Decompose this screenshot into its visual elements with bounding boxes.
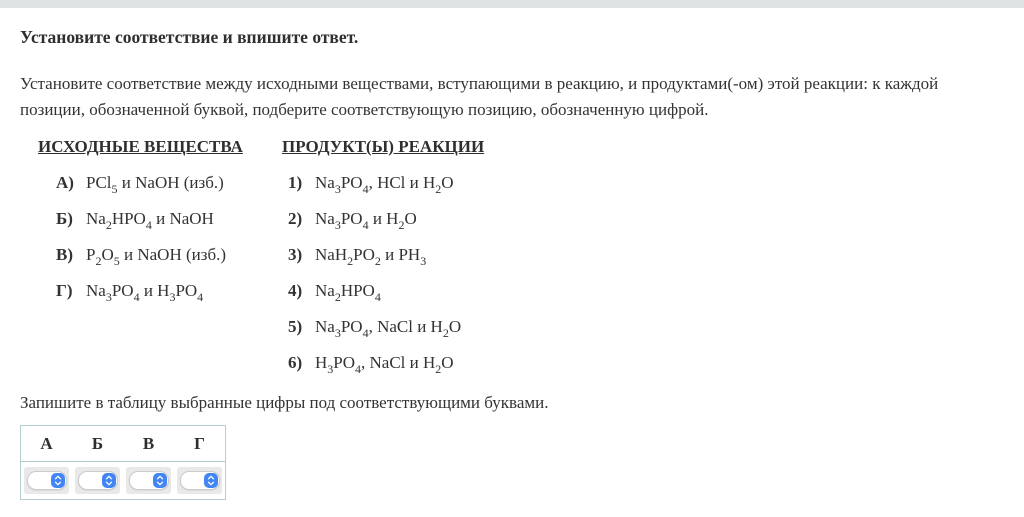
product-item-6 <box>282 353 484 377</box>
product-item-3 <box>282 245 484 269</box>
item-number: 4) <box>288 281 303 300</box>
item-formula: $NaH_2PO_2$ и $PH_3$ <box>315 245 427 269</box>
answer-table-selects-row <box>21 462 225 499</box>
product-item-2 <box>282 209 484 233</box>
page-title: Установите соответствие и впишите ответ. <box>20 27 359 47</box>
answer-cell-g <box>174 462 225 499</box>
answer-column-header-g: Г <box>194 433 205 453</box>
item-formula: $P_2O_5$ и NaOH (изб.) <box>86 245 227 269</box>
reactant-item-b <box>38 209 282 233</box>
left-column-header: ИСХОДНЫЕ ВЕЩЕСТВА <box>38 137 243 156</box>
select-stepper-icon <box>51 473 65 488</box>
item-letter: В) <box>56 245 73 264</box>
write-instruction: Запишите в таблицу выбранные цифры под соответствующими буквами. <box>20 393 549 412</box>
item-formula: $Na_3PO_4$, HCl и $H_2O$ <box>315 173 454 197</box>
answer-select-v[interactable] <box>129 471 169 490</box>
right-column-header: ПРОДУКТ(Ы) РЕАКЦИИ <box>282 137 485 156</box>
item-formula: $Na_2HPO_4$ и NaOH <box>86 209 214 233</box>
item-formula: $H_3PO_4$, NaCl и $H_2O$ <box>315 353 454 377</box>
question-content <box>0 27 1024 500</box>
answer-column-header-b: Б <box>91 433 104 453</box>
item-formula: $Na_3PO_4$ и $H_3PO_4$ <box>86 281 204 305</box>
reactant-item-g <box>38 281 282 305</box>
answer-cell-v <box>123 462 174 499</box>
item-formula: $Na_2HPO_4$ <box>315 281 381 305</box>
item-number: 1) <box>288 173 303 192</box>
select-wrap <box>24 467 69 494</box>
answer-table <box>20 425 226 500</box>
item-letter: А) <box>56 173 74 192</box>
task-instructions: Установите соответствие между исходными веществами, вступающими в реакцию, и продуктами(-ом) этой реакции: к каждой позиции, обозначенной буквой, подберите соответствующую позицию, обозначенную цифрой. <box>20 74 939 119</box>
item-number: 6) <box>288 353 303 372</box>
item-formula: $Na_3PO_4$, NaCl и $H_2O$ <box>315 317 462 341</box>
item-formula: PCl$_5$ и NaOH (изб.) <box>86 173 224 197</box>
select-stepper-icon <box>204 473 218 488</box>
select-wrap <box>126 467 171 494</box>
select-stepper-icon <box>153 473 167 488</box>
answer-column-header-a: А <box>40 433 53 453</box>
item-number: 5) <box>288 317 303 336</box>
reactant-item-v <box>38 245 282 269</box>
product-item-4 <box>282 281 484 305</box>
select-wrap <box>177 467 222 494</box>
answer-cell-b <box>72 462 123 499</box>
product-item-5 <box>282 317 484 341</box>
item-letter: Б) <box>56 209 73 228</box>
select-wrap <box>75 467 120 494</box>
item-formula: $Na_3PO_4$ и $H_2O$ <box>315 209 417 233</box>
answer-table-header <box>21 426 225 462</box>
matching-columns <box>38 129 484 381</box>
answer-cell-a <box>21 462 72 499</box>
answer-select-b[interactable] <box>78 471 118 490</box>
product-item-1 <box>282 173 484 197</box>
answer-select-a[interactable] <box>27 471 67 490</box>
select-stepper-icon <box>102 473 116 488</box>
reactant-item-a <box>38 173 282 197</box>
item-number: 2) <box>288 209 303 228</box>
item-letter: Г) <box>56 281 73 300</box>
item-number: 3) <box>288 245 303 264</box>
top-bar <box>0 0 1024 8</box>
answer-select-g[interactable] <box>180 471 220 490</box>
answer-column-header-v: В <box>142 433 155 453</box>
